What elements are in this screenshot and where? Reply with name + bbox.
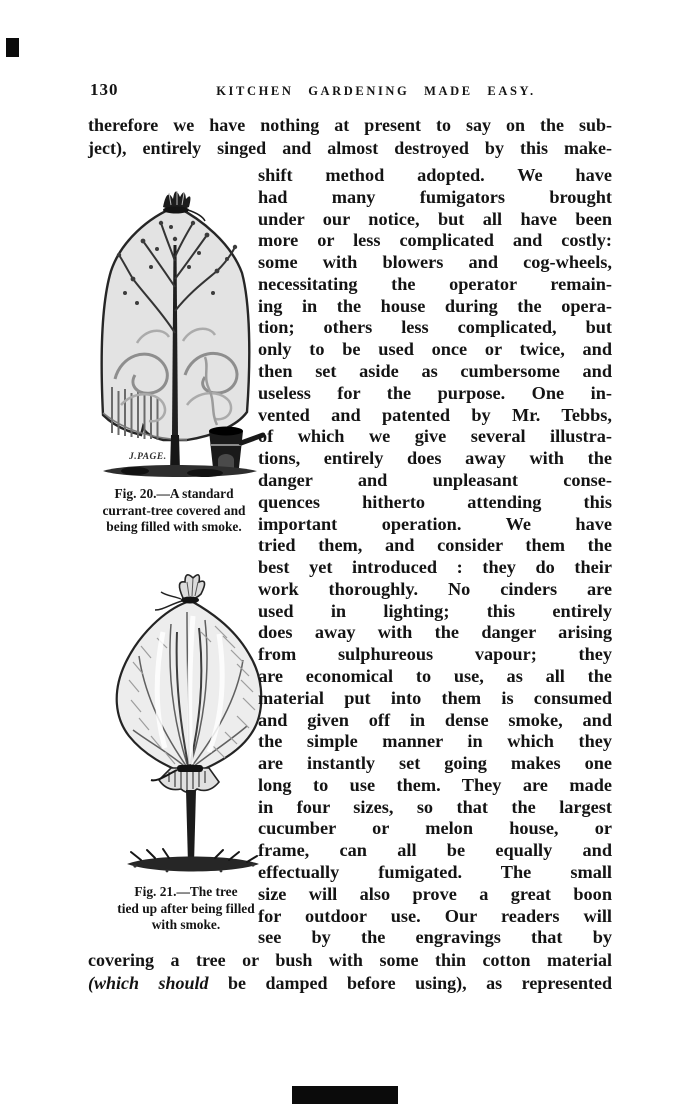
body-text-line: tried them, and consider them the [258,535,612,556]
caption-line: Fig. 21.—The tree [134,884,238,899]
caption-line: Fig. 20.—A standard [114,486,234,501]
body-text-line: does away with the danger arising [258,622,612,643]
body-text-line: material put into them is consumed [258,687,612,708]
body-text-line: frame, can all be equally and [258,840,612,861]
page-header [88,80,612,102]
body-text-line: long to use them. They are made [258,774,612,795]
body-text-line: see by the engravings that by [258,927,612,948]
italic-phrase: (which should [88,972,209,993]
body-text-line: from sulphureous vapour; they [258,644,612,665]
intro-paragraph [88,114,612,159]
body-text-line: had many fumigators brought [258,186,612,207]
body-text-line: under our notice, but all have been [258,208,612,229]
body-text-line: effectually fumigated. The small [258,862,612,882]
body-text-line: shift method adopted. We have [258,165,612,185]
engraver-signature: J.PAGE. [129,452,167,462]
body-text-line: ject), entirely singed and almost destroyed by this make- [88,137,612,158]
body-text-line: danger and unpleasant conse- [258,469,612,490]
fumigator-pot [209,427,263,469]
body-text-line: useless for the purpose. One in- [258,382,612,403]
caption-line: currant-tree covered and [102,502,246,518]
body-text-line [88,972,612,995]
body-text-line: tions, entirely does away with the [258,448,612,469]
gathered-ruffle [151,765,219,793]
body-text-line: cucumber or melon house, or [258,818,612,839]
body-text-line: in four sizes, so that the largest [258,796,612,817]
body-text-line: tion; others less complicated, but [258,317,612,338]
body-text-line: for outdoor use. Our readers will [258,905,612,926]
closing-paragraph [88,949,612,994]
figure21-engraving-tied-bag-tree [97,568,277,880]
figure20-engraving-covered-tree [85,183,265,481]
body-text-line: are economical to use, as all the [258,665,612,686]
scan-artifact-mark [292,1086,398,1104]
body-text-line: vented and patented by Mr. Tebbs, [258,404,612,425]
body-text-line: work thoroughly. No cinders are [258,578,612,599]
body-text-line: used in lighting; this entirely [258,600,612,621]
body-text-line: size will also prove a great boon [258,883,612,904]
body-text-line: some with blowers and cog-wheels, [258,252,612,273]
running-title: KITCHEN GARDENING MADE EASY. [216,84,536,98]
body-text-line: best yet introduced : they do their [258,557,612,578]
body-text-segment: be damped before using), as represented [208,972,612,993]
figure20-caption [78,486,270,536]
body-text-line: ing in the house during the opera- [258,295,612,316]
body-text-line: and given off in dense smoke, and [258,709,612,730]
caption-line: tied up after being filled [117,900,255,916]
tree-trunk [186,790,196,864]
caption-line: with smoke. [151,917,221,933]
body-text-line: covering a tree or bush with some thin cotton material [88,950,612,970]
body-text-line: of which we give several illustra- [258,426,612,447]
body-text-line: necessitating the operator remain- [258,273,612,294]
body-text-line: therefore we have nothing at present to say on the sub- [88,115,612,135]
caption-line: being filled with smoke. [106,519,242,535]
body-text-line: more or less complicated and costly: [258,230,612,251]
body-text-column [258,165,612,949]
body-text-line: important operation. We have [258,513,612,534]
body-text-line: then set aside as cumbersome and [258,361,612,382]
body-text-line: only to be used once or twice, and [258,339,612,360]
body-text-line: the simple manner in which they [258,731,612,752]
scan-artifact-mark [6,38,19,57]
page-number: 130 [90,80,119,99]
body-text-line: quences hitherto attending this [258,491,612,512]
body-text-line: are instantly set going makes one [258,753,612,774]
